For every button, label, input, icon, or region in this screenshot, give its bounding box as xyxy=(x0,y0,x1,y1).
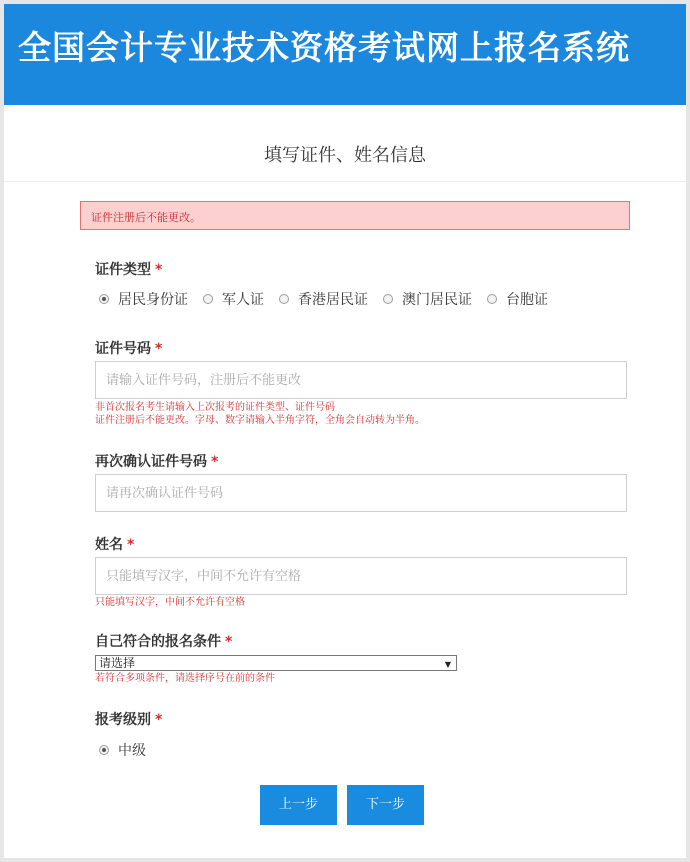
radio-label: 香港居民证 xyxy=(298,292,368,308)
page-frame xyxy=(4,4,686,858)
page-title: 填写证件、姓名信息 xyxy=(264,145,426,166)
radio-button[interactable] xyxy=(203,294,213,304)
radio-label: 居民身份证 xyxy=(118,292,188,308)
id-type-label xyxy=(95,259,162,279)
step-header xyxy=(4,105,686,182)
id-number-hint-2: 证件注册后不能更改。字母、数字请输入半角字符，全角会自动转为半角。 xyxy=(95,415,425,426)
radio-option-macau-id[interactable] xyxy=(383,289,472,309)
radio-option-intermediate[interactable] xyxy=(99,740,146,760)
condition-hint: 若符合多项条件，请选择序号在前的条件 xyxy=(95,673,275,684)
radio-option-taiwan-id[interactable] xyxy=(487,289,548,309)
radio-button[interactable] xyxy=(279,294,289,304)
required-mark: * xyxy=(155,341,163,357)
id-type-label-text: 证件类型 xyxy=(95,262,151,278)
required-mark: * xyxy=(225,634,233,650)
radio-button[interactable] xyxy=(99,294,109,304)
level-label-text: 报考级别 xyxy=(95,712,151,728)
name-input[interactable] xyxy=(95,557,627,595)
id-number-input[interactable] xyxy=(95,361,627,399)
id-confirm-label xyxy=(95,451,218,471)
radio-label: 台胞证 xyxy=(506,292,548,308)
id-confirm-label-text: 再次确认证件号码 xyxy=(95,454,207,470)
radio-option-hongkong-id[interactable] xyxy=(279,289,368,309)
id-number-label xyxy=(95,338,162,358)
id-confirm-input[interactable] xyxy=(95,474,627,512)
app-title: 全国会计专业技术资格考试网上报名系统 xyxy=(18,28,630,67)
radio-button[interactable] xyxy=(487,294,497,304)
dropdown-arrow-icon: ▼ xyxy=(444,660,451,669)
alert-box xyxy=(80,201,630,230)
id-type-radio-group xyxy=(99,289,563,309)
next-step-button[interactable]: 下一步 xyxy=(347,785,424,825)
name-hint: 只能填写汉字，中间不允许有空格 xyxy=(95,597,245,608)
condition-label-text: 自己符合的报名条件 xyxy=(95,634,221,650)
radio-button[interactable] xyxy=(383,294,393,304)
id-number-label-text: 证件号码 xyxy=(95,341,151,357)
radio-button[interactable] xyxy=(99,745,109,755)
radio-option-military-id[interactable] xyxy=(203,289,264,309)
header-banner xyxy=(4,4,686,105)
condition-select[interactable] xyxy=(95,655,457,671)
radio-label: 军人证 xyxy=(222,292,264,308)
id-number-hint-1: 非首次报名考生请输入上次报考的证件类型、证件号码 xyxy=(95,402,335,413)
radio-option-resident-id[interactable] xyxy=(99,289,188,309)
prev-step-button[interactable]: 上一步 xyxy=(260,785,337,825)
required-mark: * xyxy=(155,262,163,278)
condition-select-value: 请选择 xyxy=(99,656,136,670)
alert-text: 证件注册后不能更改。 xyxy=(91,211,201,224)
required-mark: * xyxy=(127,537,135,553)
level-radio-group xyxy=(99,740,161,760)
level-label xyxy=(95,709,162,729)
required-mark: * xyxy=(211,454,219,470)
radio-label: 澳门居民证 xyxy=(402,292,472,308)
required-mark: * xyxy=(155,712,163,728)
name-label-text: 姓名 xyxy=(95,537,123,553)
name-label xyxy=(95,534,134,554)
radio-label: 中级 xyxy=(118,743,146,759)
condition-label xyxy=(95,631,232,651)
